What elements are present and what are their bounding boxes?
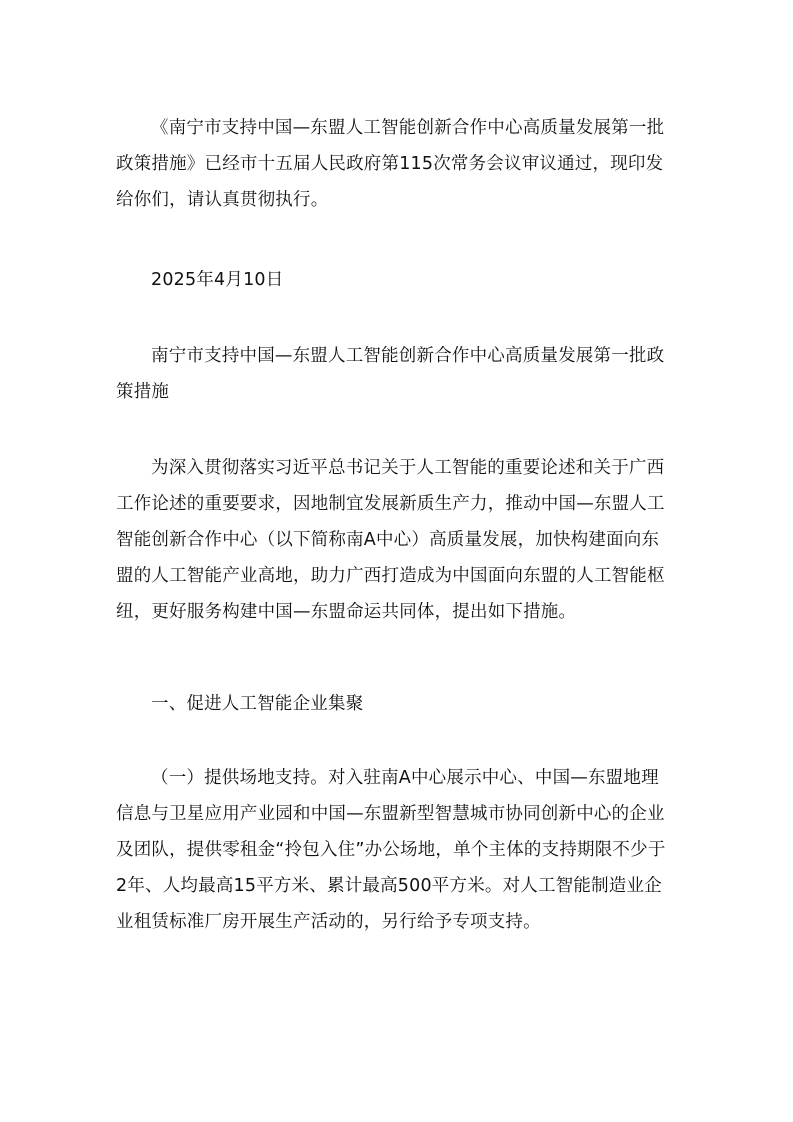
issue-date: 2025年4月10日 [151, 270, 284, 290]
intro-paragraph: 《南宁市支持中国—东盟人工智能创新合作中心高质量发展第一批政策措施》已经市十五届人民政府第115次常务会议审议通过，现印发给你们，请认真贯彻执行。 [116, 118, 665, 210]
section-heading-1: 一、促进人工智能企业集聚 [151, 694, 364, 714]
preamble-paragraph: 为深入贯彻落实习近平总书记关于人工智能的重要论述和关于广西工作论述的重要要求，因地制宜发展新质生产力，推动中国—东盟人工智能创新合作中心（以下简称南A中心）高质量发展，加快构建面向东盟的人工智能产业高地，助力广西打造成为中国面向东盟的人工智能枢纽，更好服务构建中国—东盟命运共同体，提出如下措施。 [116, 458, 665, 622]
document-title: 南宁市支持中国—东盟人工智能创新合作中心高质量发展第一批政策措施 [116, 346, 665, 402]
item-paragraph-1: （一）提供场地支持。对入驻南A中心展示中心、中国—东盟地理信息与卫星应用产业园和中国—东盟新型智慧城市协同创新中心的企业及团队，提供零租金“拎包入住”办公场地，单个主体的支持期限不少于2年、人均最高15平方米、累计最高500平方米。对人工智能制造业企业租赁标准厂房开展生产活动的，另行给予专项支持。 [116, 768, 666, 932]
